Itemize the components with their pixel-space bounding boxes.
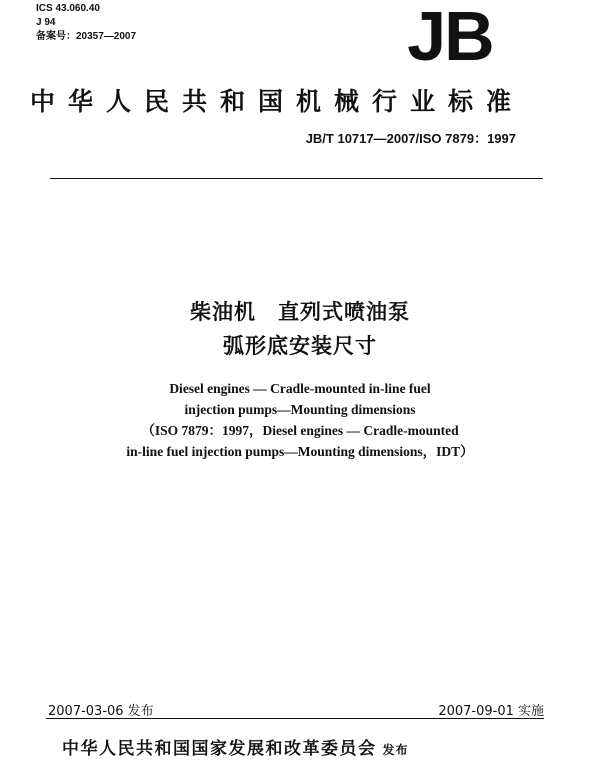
title-en-line3: （ISO 7879：1997，Diesel engines — Cradle-mounted [141,423,459,438]
title-en-line4: in-line fuel injection pumps—Mounting dimensions，IDT） [126,444,474,459]
jb-logo [382,4,518,66]
record-number: 备案号：20357—2007 [36,31,137,42]
ics-code: ICS 43.060.40 [36,3,100,14]
organization-title: 中华人民共和国机械行业标准 [30,87,525,116]
jb-logo-text: JB [407,4,493,66]
standard-number: JB/T 10717—2007/ISO 7879：1997 [305,131,516,146]
title-en-line2: injection pumps—Mounting dimensions [184,402,416,417]
title-en [0,378,600,462]
divider-line [50,178,543,179]
footer-divider-line [46,718,544,719]
document-meta [36,2,136,44]
effective-date: 2007-09-01 实施 [438,704,544,719]
publisher-name: 中华人民共和国国家发展和改革委员会 [62,739,377,759]
title-en-line1: Diesel engines — Cradle-mounted in-line fuel [169,381,431,396]
title-zh-line1: 柴油机 直列式喷油泵 [190,300,410,324]
publisher-suffix: 发布 [382,743,409,757]
classification-code: J 94 [36,17,56,28]
publisher [62,734,409,759]
issue-date: 2007-03-06 发布 [48,704,154,719]
title-zh-line2: 弧形底安装尺寸 [223,334,377,358]
